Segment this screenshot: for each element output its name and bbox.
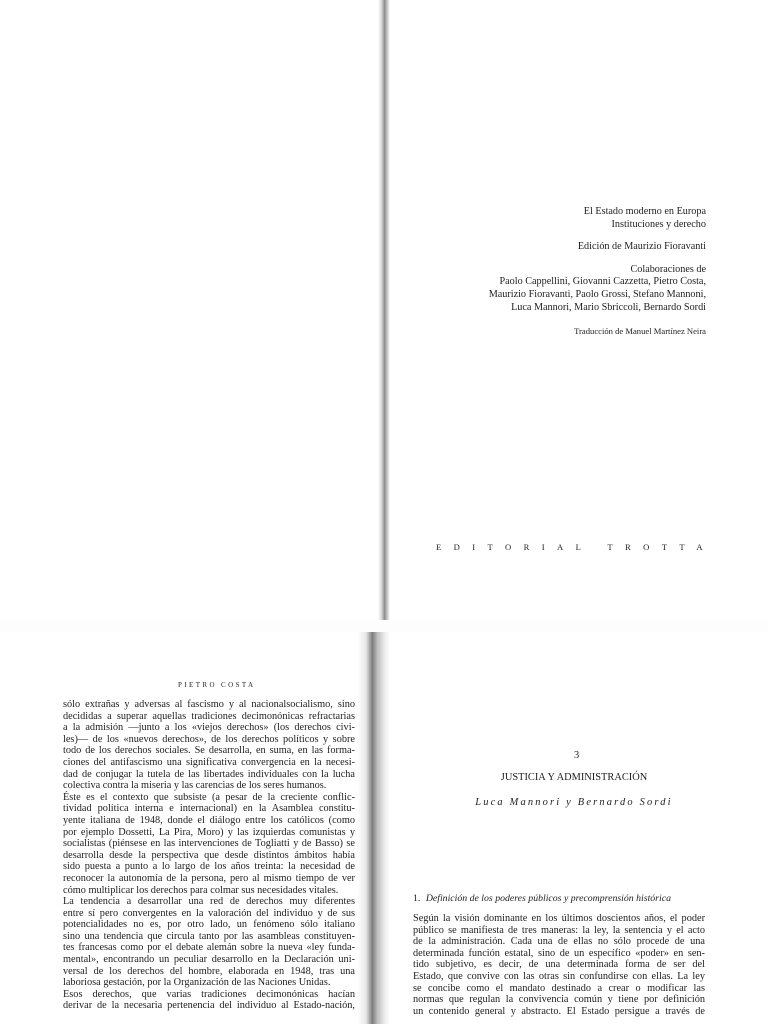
text-line: Según la visión dominante en los últimos doscientos años, el poder [413,913,705,924]
translation-credit: Traducción de Manuel Martínez Neira [574,326,706,336]
text-line: versal de los derechos del hombre, elaborada en 1948, tras una [63,965,355,977]
page-gutter [358,632,390,1024]
text-line: mental», encontrando un peculiar desarrollo en la Declaración uni- [63,954,355,966]
collaborators-line: Luca Mannori, Mario Sbriccoli, Bernardo Sordi [511,301,706,313]
text-line: Esos derechos, que varias tradiciones decimonónicas hacían [63,988,355,1000]
collaborators-line: Paolo Cappellini, Giovanni Cazzetta, Pietro Costa, [499,276,706,288]
text-line: ciones del antifascismo una significativa convergencia en la necesi- [63,756,355,768]
chapter-authors: Luca Mannori y Bernardo Sordi [475,797,673,808]
text-line: sido puesta a punto a lo largo de los años treinta: la necesidad de [63,861,355,873]
running-head: PIETRO COSTA [178,681,256,689]
text-line: de la administración. Cada una de ellas no sólo procede de una [413,936,705,948]
text-line: laboriosa gestación, por la Organización de las Naciones Unidas. [63,977,331,989]
text-line: tido subjetivo, es decir, de una determinada forma de ser del [413,959,705,971]
text-line: colectiva contra la miseria y las carencias de los seres humanos. [63,780,327,792]
text-line: les)— de los «nuevos derechos», de los derechos políticos y sobre [63,733,355,745]
text-line: decididas a superar aquellas tradiciones decimonónicas refractarias [63,710,355,722]
section-heading [413,893,671,904]
text-line: tes francesas como por el debate alemán sobre la nueva «ley funda- [63,942,355,954]
text-line: normas que regulan la convivencia común y tiene por definición [413,994,705,1006]
text-line: tividad política interna e internacional) en la Asamblea constitu- [63,803,355,815]
edition-line: Edición de Maurizio Fioravanti [577,241,706,253]
text-line: se concibe como el mandato destinado a crear o modificar las [413,982,705,994]
text-line: determinada función estatal, sino de un específico «poder» en sen- [413,947,705,959]
text-line: sólo extrañas y adversas al fascismo y al nacionalsocialismo, sino [63,699,355,710]
credits-block [420,206,706,314]
text-line: La tendencia a desarrollar una red de derechos muy diferentes [63,896,355,908]
text-line: a la admisión —junto a los «viejos derechos» (los derechos civi- [63,722,355,734]
text-line: un contenido general y abstracto. El Estado persigue a través de [413,1005,705,1017]
collaborators-line: Maurizio Fioravanti, Paolo Grossi, Stefano Mannoni, [488,288,706,300]
section-number: 1. [413,893,421,904]
text-line: dad de conjugar la tutela de las libertades individuales con la lucha [63,768,355,780]
text-line: todo de los derechos sociales. Se desarrolla, en suma, en las forma- [63,745,355,757]
text-line: desarrolla desde la perspectiva que desde distintos ámbitos había [63,849,355,861]
text-line: Éste es el contexto que subsiste (a pesar de la creciente conflic- [63,791,355,803]
text-line: derivar de la necesaria pertenencia del individuo al Estado-nación, [63,1000,355,1012]
text-page-spread [0,632,768,1024]
text-line: sino una tendencia que circula tanto por las asambleas constituyen- [63,930,355,942]
section-title: Definición de los poderes públicos y precomprensión histórica [425,893,671,904]
text-line: yente italiana de 1948, donde el diálogo entre los católicos (como [63,814,355,826]
chapter-number: 3 [574,750,580,761]
chapter-title: JUSTICIA Y ADMINISTRACIÓN [500,772,648,783]
scan-separator [0,620,768,632]
left-page-body [63,699,355,1012]
text-line: socialistas (piénsese en las intervenciones de Togliatti y de Basso) se [63,838,355,850]
text-line: Estado, que convive con las otras sin confundirse con ellas. La ley [413,970,705,982]
book-title: El Estado moderno en Europa [583,206,706,217]
text-line: reconocer la autonomía de la persona, pero al mismo tiempo de ver [63,872,355,884]
book-subtitle: Instituciones y derecho [611,218,706,230]
right-page-body [413,913,705,1017]
text-line: público se manifiesta de tres maneras: la ley, la sentencia y el acto [413,924,705,936]
text-line: potencialidades no es, por otro lado, un fenómeno sólo italiano [63,919,355,931]
text-line: entre sí pero convergentes en la valoración del individuo y de sus [63,907,355,919]
page-gutter [378,0,390,620]
collaborations-label: Colaboraciones de [630,263,706,275]
publisher-name: EDITORIAL TROTTA [436,542,715,552]
text-line: por ejemplo Dossetti, La Pira, Moro) y las izquierdas comunistas y [63,826,355,838]
text-line: cómo multiplicar los derechos para colmar sus necesidades vitales. [63,884,339,896]
